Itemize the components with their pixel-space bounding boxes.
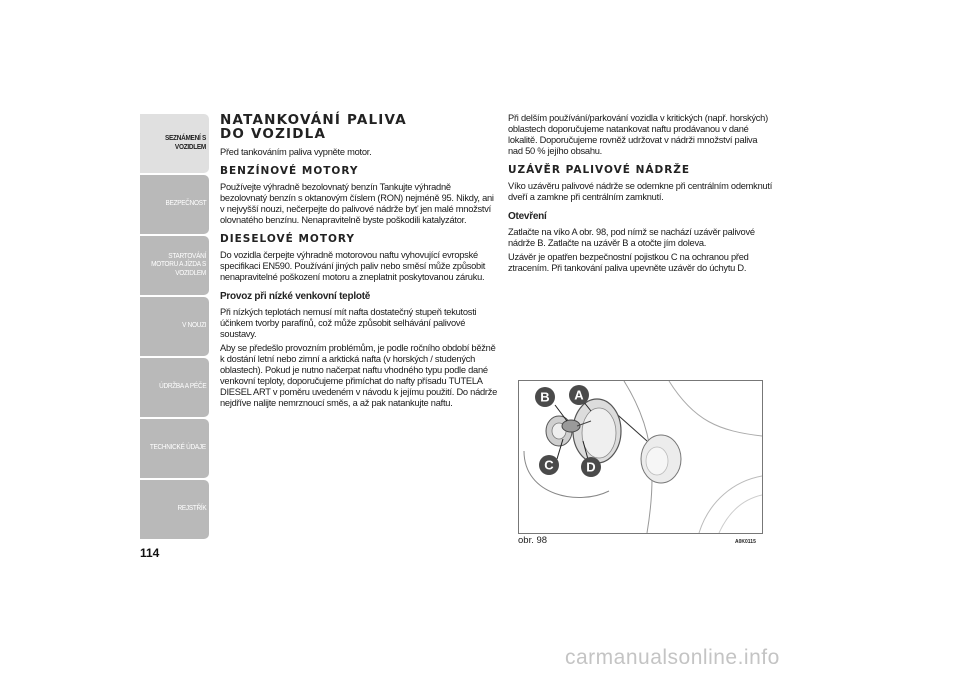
- label-b-marker: [535, 387, 555, 407]
- open-text-2: Uzávěr je opatřen bezpečnostní pojistkou C na ochranou před ztracením. Při tankování paliva upevněte uzávěr do úchytu D.: [508, 252, 749, 273]
- tab-label: V NOUZI: [181, 322, 206, 330]
- cold-heading: Provoz při nízké venkovní teplotě: [220, 291, 371, 302]
- cold-text-2: Aby se předešlo provozním problémům, je podle ročního období běžně k dostání letní nebo zimní a arktická nafta (v horských / studených oblastech). Pokud je nutno načerpat naftu vhodného typu podle dané venkovní teploty, doporučujeme přimíchat do nafty přísadu TUTELA DIESEL ART v poměru uvedeném v návodu k jejímu použití. Do nádrže nejdříve nalijte nemrznoucí směs, a až pak natankujte naftu.: [220, 343, 498, 408]
- tab-label: SEZNÁMENÍ S VOZIDLEM: [165, 135, 206, 151]
- right-intro-text: Při delším používání/parkování vozidla v kritických (např. horských) oblastech doporučujeme natankovat naftu prodávanou v dané lokalitě. Doporučujeme rovněž udržovat v nádrži množství paliva nad 50 % jejího obsahu.: [508, 113, 768, 156]
- figure-code: A0K0115: [735, 539, 756, 545]
- label-d: D: [586, 459, 596, 475]
- tab-rejstrik[interactable]: [140, 480, 209, 539]
- chapter-tabs: [140, 114, 209, 541]
- fuel-cap-drawing: [519, 381, 762, 533]
- cold-text-1: Při nízkých teplotách nemusí mít nafta dostatečný stupeň tekutosti účinkem tvorby parafínů, což může způsobit selhávání palivové soustavy.: [220, 307, 477, 339]
- label-c-marker: [539, 455, 559, 475]
- page-number: 114: [140, 546, 160, 560]
- cap-heading: UZÁVĚR PALIVOVÉ NÁDRŽE: [508, 164, 691, 176]
- tab-label: ÚDRŽBA A PÉČE: [158, 383, 206, 391]
- open-text-1: Zatlačte na víko A obr. 98, pod nímž se nachází uzávěr palivové nádrže B. Zatlačte na uzávěr B a otočte jím doleva.: [508, 227, 755, 248]
- cap-text: Víko uzávěru palivové nádrže se odemkne při centrálním odemknutí dveří a zamkne při centrálním zamknutí.: [508, 181, 773, 202]
- tab-technicke-udaje[interactable]: [140, 419, 209, 478]
- label-c: C: [544, 457, 554, 473]
- title-line-2: DO VOZIDLA: [220, 126, 327, 142]
- label-b: B: [540, 389, 550, 405]
- tab-label: BEZPEČNOST: [165, 200, 206, 208]
- tab-startovani[interactable]: [140, 236, 209, 295]
- petrol-text: Používejte výhradně bezolovnatý benzín Tankujte výhradně bezolovnatý benzín s oktanovým číslem (RON) nejméně 95. Nikdy, ani v nejvyšší nouzi, nečerpejte do palivové nádrže byť jen malé množství olovnatého benzínu. Nenapravitelně byste poškodili katalyzátor.: [220, 182, 494, 225]
- tab-label: TECHNICKÉ ÚDAJE: [150, 444, 206, 452]
- title-line-1: NATANKOVÁNÍ PALIVA: [220, 112, 407, 128]
- label-a-marker: [569, 385, 589, 405]
- open-heading: Otevření: [508, 211, 547, 222]
- tab-bezpecnost[interactable]: [140, 175, 209, 234]
- intro-text: Před tankováním paliva vypněte motor.: [220, 147, 372, 157]
- tab-seznameni[interactable]: [140, 114, 209, 173]
- diesel-heading: DIESELOVÉ MOTORY: [220, 233, 356, 245]
- tab-label: STARTOVÁNÍ MOTORU A JÍZDA S VOZIDLEM: [151, 252, 206, 277]
- watermark: carmanualsonline.info: [565, 646, 780, 669]
- label-a: A: [574, 387, 584, 403]
- label-d-marker: [581, 457, 601, 477]
- tab-udrzba[interactable]: [140, 358, 209, 417]
- left-column: [220, 113, 498, 412]
- petrol-heading: BENZÍNOVÉ MOTORY: [220, 165, 359, 177]
- tab-label: REJSTŘÍK: [177, 505, 206, 513]
- page-title: [220, 113, 498, 141]
- tab-v-nouzi[interactable]: [140, 297, 209, 356]
- fuel-cap-illustration: [518, 380, 763, 534]
- figure-caption: obr. 98: [518, 535, 548, 546]
- diesel-text: Do vozidla čerpejte výhradně motorovou naftu vyhovující evropské specifikaci EN590. Používání jiných paliv nebo směsí může způsobit nenapravitelné poškození motoru a zneplatnit poskytovanou záruku.: [220, 250, 486, 282]
- right-column: [508, 113, 774, 277]
